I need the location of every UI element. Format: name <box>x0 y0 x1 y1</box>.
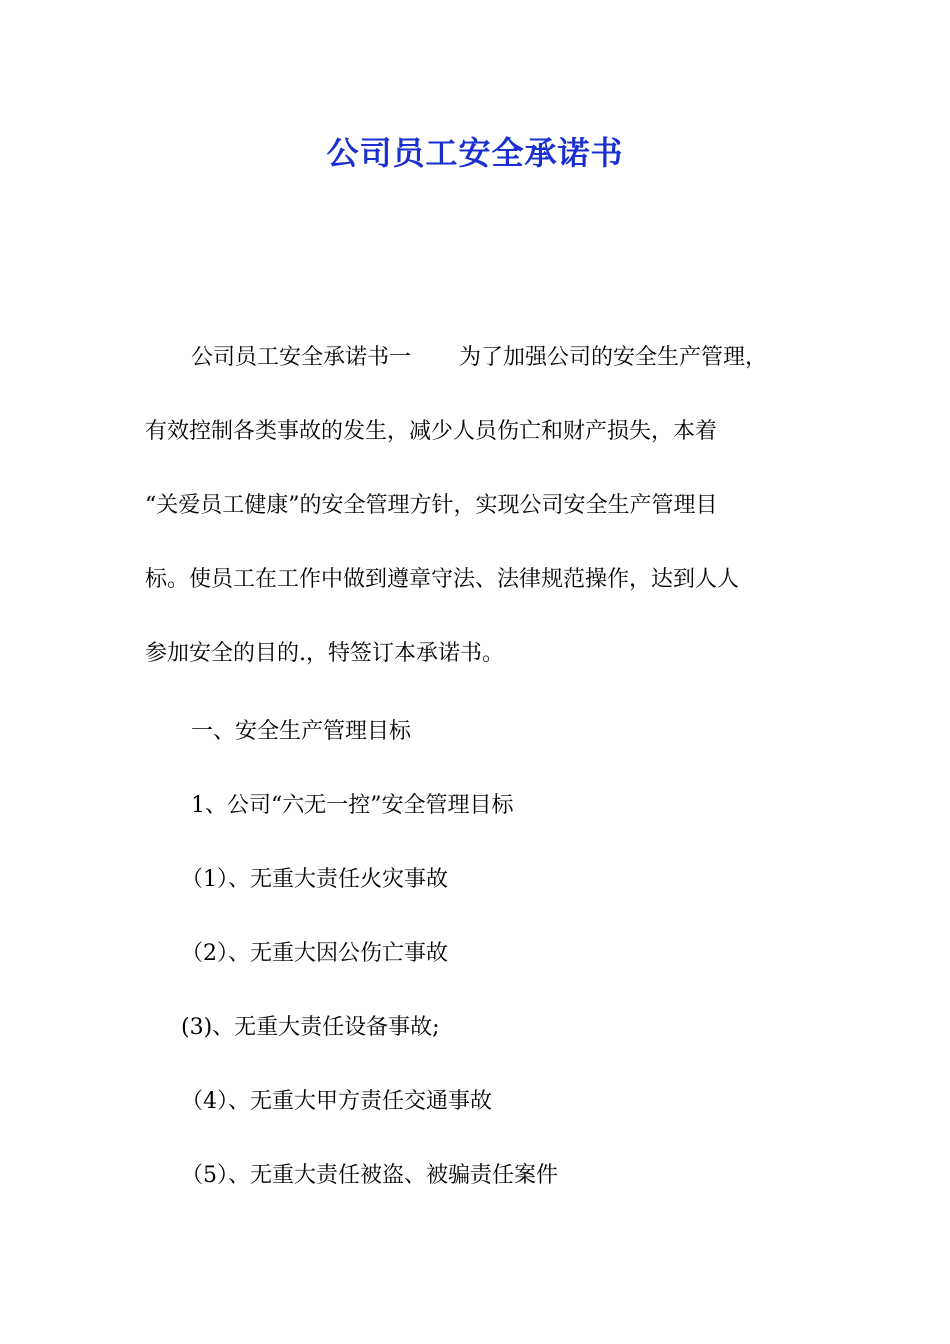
intro-paragraph <box>145 321 825 691</box>
list-item: （2）、无重大因公伤亡事故 <box>181 941 448 966</box>
intro-line-1-rest: 为了加强公司的安全生产管理， <box>459 345 768 370</box>
list-item: （5）、无重大责任被盗、被骗责任案件 <box>181 1163 558 1188</box>
subsection-heading: 1、公司“六无一控”安全管理目标 <box>191 793 514 818</box>
list-item: （1）、无重大责任火灾事故 <box>181 867 448 892</box>
intro-line-1 <box>145 321 825 395</box>
document-title: 公司员工安全承诺书 <box>326 134 624 172</box>
intro-line-3: “关爱员工健康”的安全管理方针，实现公司安全生产管理目 <box>145 493 718 518</box>
targets-section <box>145 695 825 1213</box>
intro-line-5: 参加安全的目的.，特签订本承诺书。 <box>145 641 504 666</box>
intro-line-2: 有效控制各类事故的发生，减少人员伤亡和财产损失，本着 <box>145 419 718 444</box>
intro-lead: 公司员工安全承诺书一 <box>191 345 412 370</box>
section-heading: 一、安全生产管理目标 <box>191 719 412 744</box>
intro-line-4: 标。使员工在工作中做到遵章守法、法律规范操作，达到人人 <box>145 567 740 592</box>
list-item: （4）、无重大甲方责任交通事故 <box>181 1089 492 1114</box>
list-item: (3)、无重大责任设备事故; <box>181 1015 440 1040</box>
